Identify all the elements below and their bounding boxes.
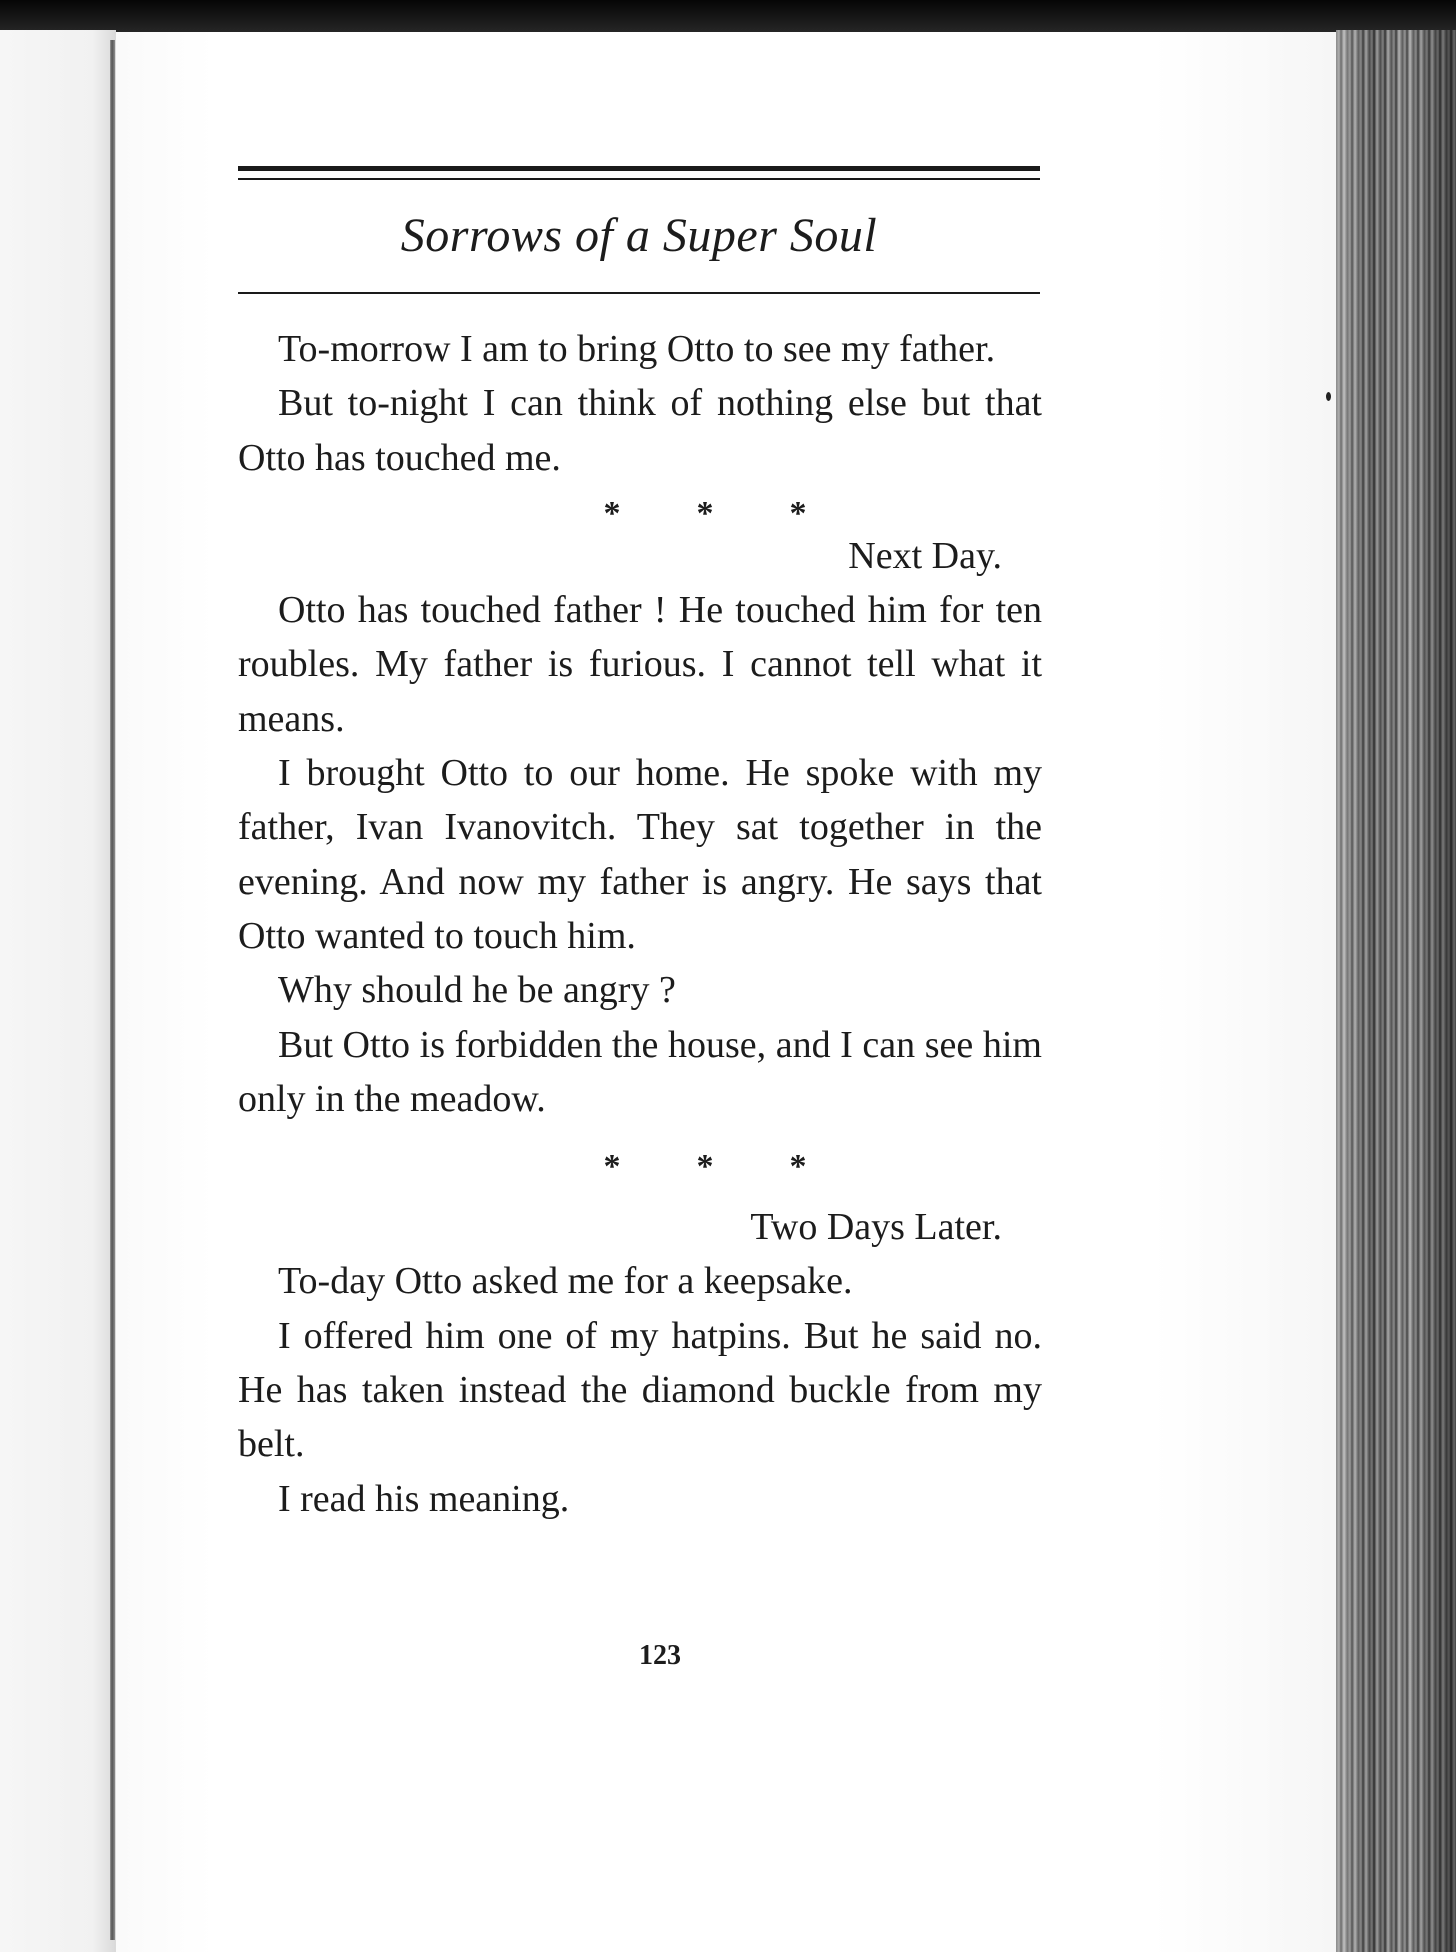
dateline: Two Days Later.: [750, 1206, 1002, 1249]
paragraph: I read his meaning.: [278, 1477, 570, 1520]
header-rule-thick: [238, 166, 1040, 171]
paragraph: I offered him one of my hatpins. But he said no. He has taken instead the diamond buckle from my belt.: [238, 1314, 1042, 1466]
star-ornament: *: [789, 1148, 807, 1186]
header-rule-bottom: [238, 292, 1040, 294]
star-ornament: *: [789, 494, 807, 532]
star-ornament: *: [696, 1148, 714, 1186]
scan-background: [0, 0, 1456, 36]
paragraph: But Otto is forbidden the house, and I can see him only in the meadow.: [238, 1023, 1042, 1120]
star-ornament: *: [696, 494, 714, 532]
dateline: Next Day.: [848, 534, 1002, 577]
fore-edge-shading: [1336, 30, 1456, 1952]
facing-page-edge: [0, 30, 116, 1952]
paragraph: To-day Otto asked me for a keepsake.: [278, 1260, 853, 1303]
star-ornament: *: [603, 494, 621, 532]
spacer: [238, 1182, 1042, 1200]
header-rule-thin: [238, 178, 1040, 180]
paragraph: Why should he be angry ?: [278, 969, 676, 1012]
section-break-stars: [238, 485, 1042, 532]
running-head: Sorrows of a Super Soul: [400, 209, 878, 262]
paragraph: To-morrow I am to bring Otto to see my father.: [278, 328, 996, 370]
section-break-stars: [238, 1126, 1042, 1186]
page-number: 123: [639, 1640, 681, 1671]
paragraph: But to-night I can think of nothing else but that Otto has touched me.: [238, 382, 1042, 479]
star-ornament: *: [603, 1148, 621, 1186]
body-text: [238, 322, 1042, 1526]
paragraph: I brought Otto to our home. He spoke with my father, Ivan Ivanovitch. They sat together in the evening. And now my father is angry. He says that Otto wanted to touch him.: [238, 752, 1042, 957]
book-gutter: [110, 40, 115, 1940]
ink-speck: [1326, 392, 1331, 401]
paragraph: Otto has touched father ! He touched him for ten roubles. My father is furious. I cannot tell what it means.: [238, 589, 1042, 740]
